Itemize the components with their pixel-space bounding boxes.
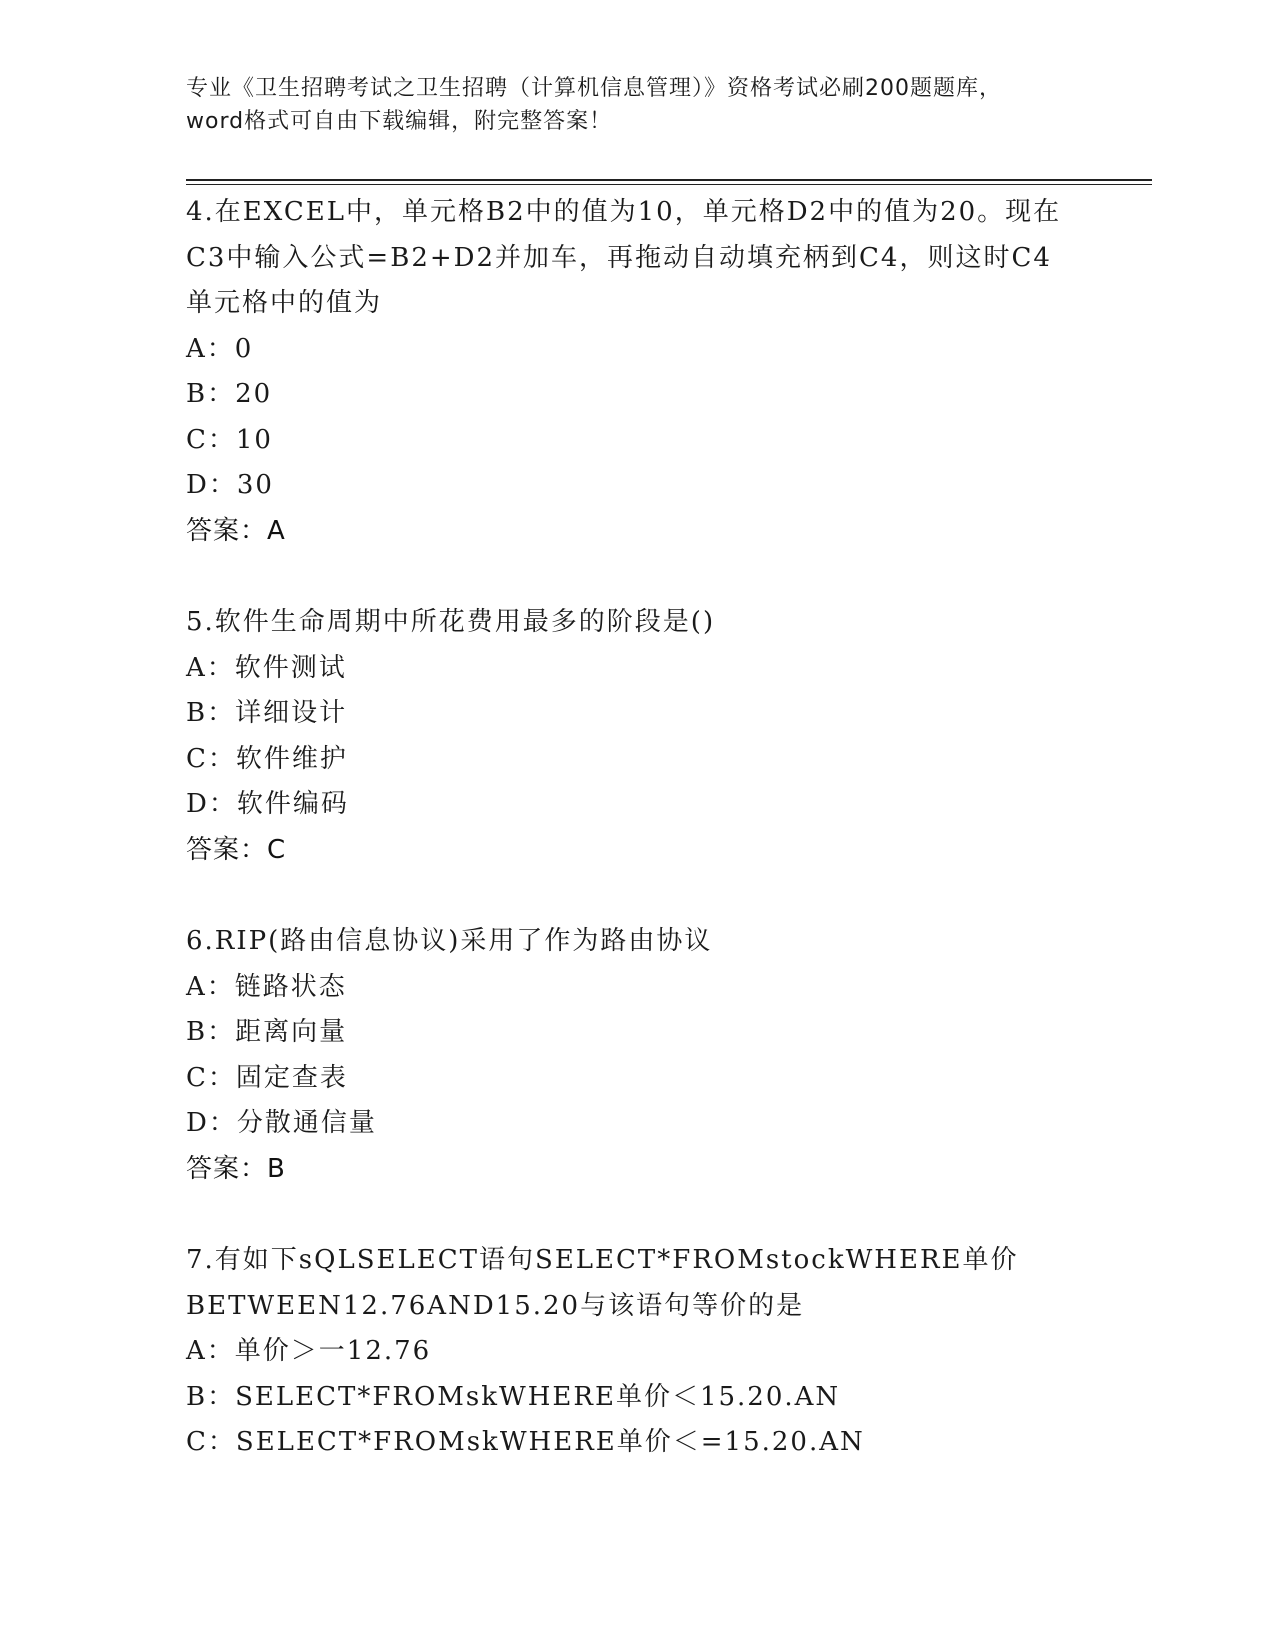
question-6	[186, 919, 1086, 1192]
question-stem: 4.在EXCEL中，单元格B2中的值为10，单元格D2中的值为20。现在C3中输入公式=B2+D2并加车，再拖动自动填充柄到C4，则这时C4单元格中的值为	[186, 197, 1062, 318]
answer-line: 答案：C	[186, 834, 287, 865]
option-d: D：分散通信量	[186, 1108, 377, 1138]
question-4	[186, 190, 1086, 554]
question-5	[186, 600, 1086, 873]
question-list	[186, 190, 1086, 1512]
option-b: B：距离向量	[186, 1017, 348, 1047]
option-b: B：详细设计	[186, 698, 348, 728]
option-c: C：固定查表	[186, 1062, 348, 1093]
document-header	[186, 72, 1086, 138]
answer-line: 答案：A	[186, 515, 286, 546]
question-7	[186, 1238, 1086, 1466]
header-line-2: word格式可自由下载编辑，附完整答案！	[186, 109, 613, 134]
option-c: C：SELECT*FROMskWHERE单价＜=15.20.AN	[186, 1427, 865, 1457]
option-b: B：SELECT*FROMskWHERE单价＜15.20.AN	[186, 1381, 841, 1412]
answer-line: 答案：B	[186, 1153, 286, 1184]
option-a: A：单价＞一12.76	[186, 1336, 432, 1366]
option-c: C：10	[186, 424, 273, 455]
question-stem: 5.软件生命周期中所花费用最多的阶段是()	[186, 607, 716, 637]
question-stem: 6.RIP(路由信息协议)采用了作为路由协议	[186, 926, 713, 956]
option-a: A：软件测试	[186, 652, 347, 683]
option-d: D：软件编码	[186, 789, 349, 819]
option-a: A：链路状态	[186, 971, 347, 1002]
option-a: A：0	[186, 333, 254, 364]
header-line-1: 专业《卫生招聘考试之卫生招聘（计算机信息管理）》资格考试必刷200题题库，	[186, 76, 1002, 101]
option-c: C：软件维护	[186, 743, 348, 774]
header-divider	[186, 179, 1152, 185]
question-stem: 7.有如下sQLSELECT语句SELECT*FROMstockWHERE单价BETWEEN12.76AND15.20与该语句等价的是	[186, 1245, 1019, 1321]
option-d: D：30	[186, 470, 274, 500]
option-b: B：20	[186, 379, 273, 409]
